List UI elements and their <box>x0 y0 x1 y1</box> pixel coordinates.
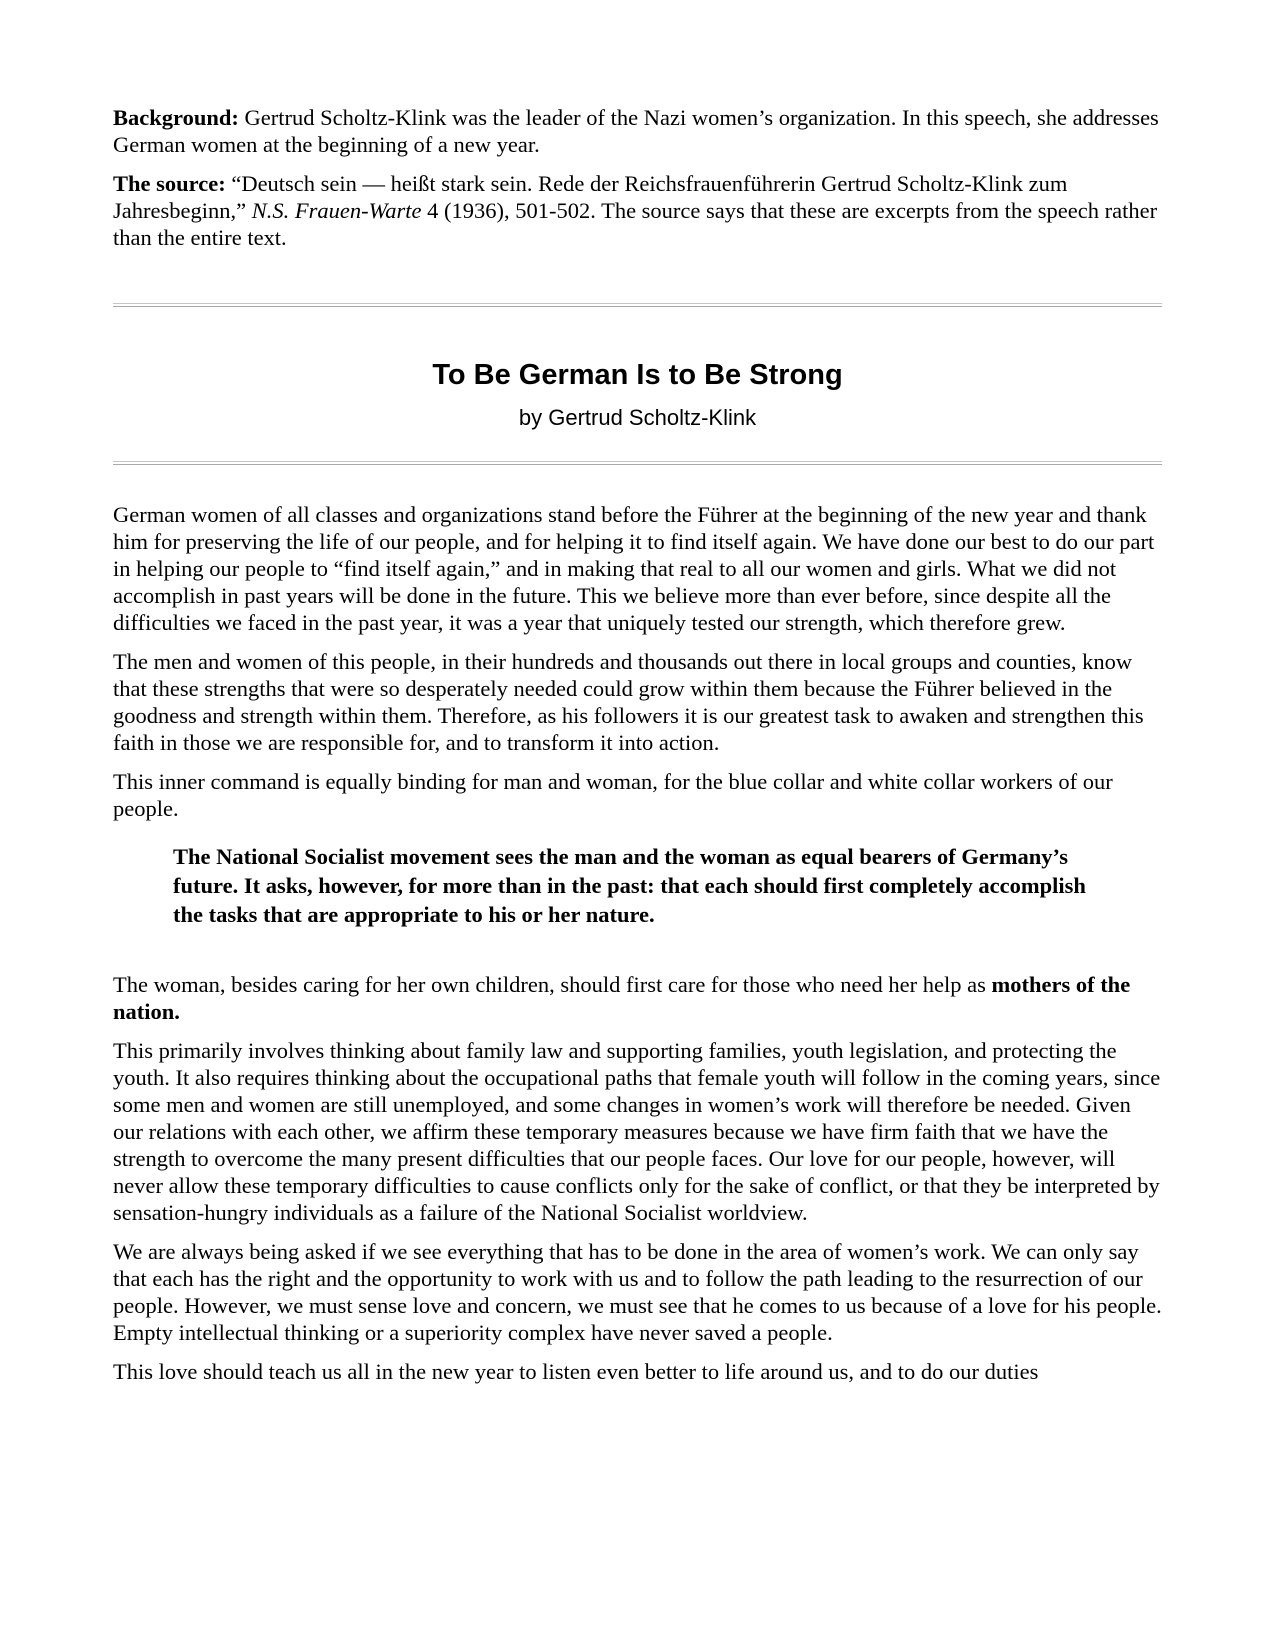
source-text-before: “Deutsch sein — heißt stark sein. Rede der Reichsfrauenführerin Gertrud Scholtz-Klink zum Jahresbeginn,” <box>113 171 1068 223</box>
body-paragraph-2: The men and women of this people, in their hundreds and thousands out there in local groups and counties, know that these strengths that were so desperately needed could grow within them because the Führer believed in the goodness and strength within them. Therefore, as his followers it is our greatest task to awaken and strengthen this faith in those we are responsible for, and to transform it into action. <box>113 649 1144 755</box>
body-paragraph-4-text: The woman, besides caring for her own children, should first care for those who need her help as <box>113 972 992 997</box>
section-divider-mid <box>113 461 1162 465</box>
background-label: Background: <box>113 105 239 130</box>
source-text-after: 4 (1936), 501-502. The source says that these are excerpts from the speech rather than the entire text. <box>113 198 1158 250</box>
page-title: To Be German Is to Be Strong <box>432 359 843 391</box>
background-text: Gertrud Scholtz-Klink was the leader of the Nazi women’s organization. In this speech, she addresses German women at the beginning of a new year. <box>113 105 1159 157</box>
body-paragraph-1: German women of all classes and organizations stand before the Führer at the beginning of the new year and thank him for preserving the life of our people, and for helping it to find itself again. We have done our best to do our part in helping our people to “find itself again,” and in making that real to all our women and girls. What we did not accomplish in past years will be done in the future. This we believe more than ever before, since despite all the difficulties we faced in the past year, it was a year that uniquely tested our strength, which therefore grew. <box>113 502 1155 635</box>
section-divider-top <box>113 303 1162 307</box>
source-label: The source: <box>113 171 226 196</box>
body-paragraph-5: This primarily involves thinking about family law and supporting families, youth legislation, and protecting the youth. It also requires thinking about the occupational paths that female youth will follow in the coming years, since some men and women are still unemployed, and some changes in women’s work will therefore be needed. Given our relations with each other, we affirm these temporary measures because we have firm faith that we have the strength to overcome the many present difficulties that our people faces. Our love for our people, however, will never allow these temporary difficulties to cause conflicts only for the sake of conflict, or that they be interpreted by sensation-hungry individuals as a failure of the National Socialist worldview. <box>113 1038 1161 1225</box>
body-paragraph-3: This inner command is equally binding for man and woman, for the blue collar and white collar workers of our people. <box>113 769 1113 821</box>
body-paragraph-4-bold: mothers of the nation. <box>113 972 1131 1024</box>
body-paragraph-7: This love should teach us all in the new year to listen even better to life around us, and to do our duties <box>113 1359 1039 1384</box>
source-paragraph <box>113 170 1162 251</box>
emphasized-blockquote: The National Socialist movement sees the man and the woman as equal bearers of Germany’s future. It asks, however, for more than in the past: that each should first completely accomplish the tasks that are appropriate to his or her nature. <box>173 844 1086 927</box>
background-paragraph <box>113 104 1162 158</box>
source-journal-name: N.S. Frauen-Warte <box>251 198 422 223</box>
body-paragraph-4 <box>113 971 1162 1025</box>
body-paragraph-6: We are always being asked if we see everything that has to be done in the area of women’s work. We can only say that each has the right and the opportunity to work with us and to follow the path leading to the resurrection of our people. However, we must sense love and concern, we must see that he comes to us because of a love for his people. Empty intellectual thinking or a superiority complex have never saved a people. <box>113 1239 1162 1345</box>
byline: by Gertrud Scholtz-Klink <box>518 405 757 430</box>
